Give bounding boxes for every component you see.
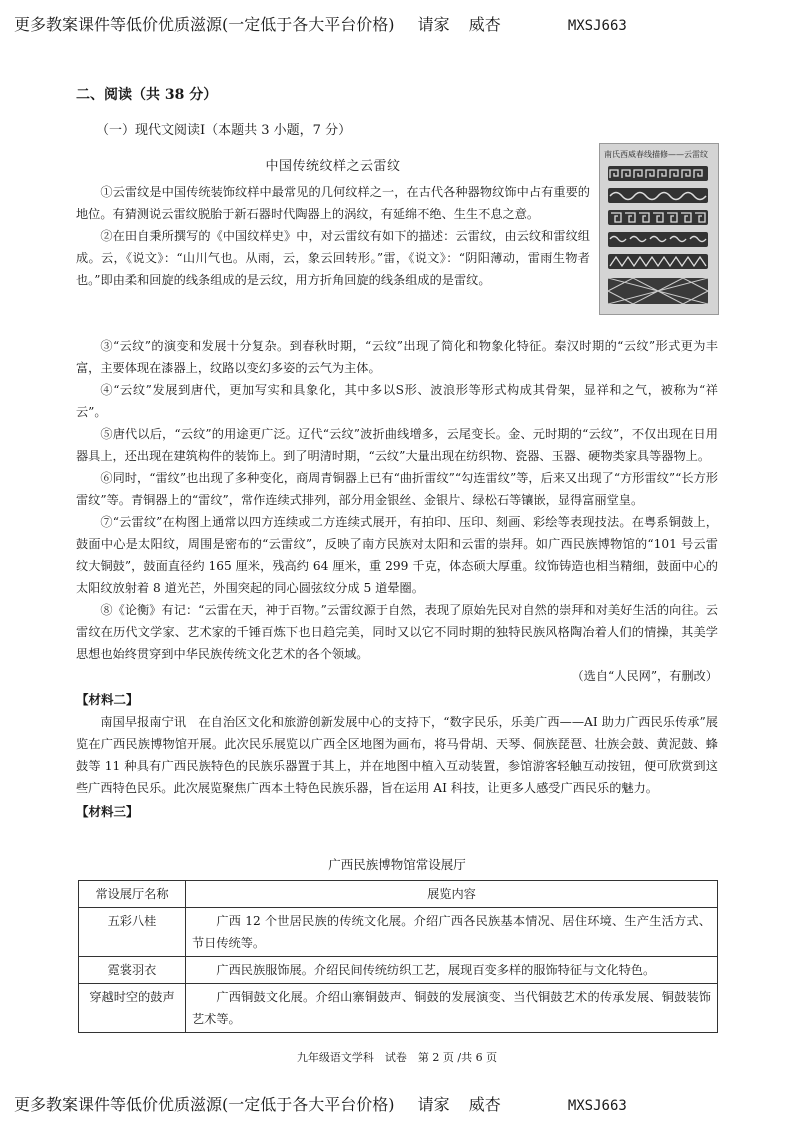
table-title: 广西民族博物馆常设展厅 <box>328 857 466 872</box>
exhibition-table <box>78 880 718 1033</box>
article-paragraph-3: ③“云纹”的演变和发展十分复杂。到春秋时期，“云纹”出现了简化和物象化特征。秦汉时期的“云纹”形式更为丰富，主要体现在漆器上，纹路以变幻多姿的云气为主体。 <box>76 339 718 375</box>
table-header-name: 常设展厅名称 <box>79 881 186 908</box>
section-subtitle: （一）现代文阅读Ⅰ（本题共 3 小题，7 分） <box>96 123 352 138</box>
pattern-band-1 <box>608 166 708 181</box>
article-paragraph-5: ⑤唐代以后，“云纹”的用途更广泛。辽代“云纹”波折曲线增多，云尾变长。金、元时期的“云纹”，不仅出现在日用器具上，还出现在建筑构件的装饰上。到了明清时期，“云纹”大量出现在纺织物、瓷器、玉器、硬物类家具等器物上。 <box>76 427 718 463</box>
section-title: 二、阅读（共 38 分） <box>76 87 218 103</box>
pattern-band-3 <box>608 210 708 225</box>
cloud-thunder-pattern-image <box>599 143 719 315</box>
article-paragraph-6: ⑥同时，“雷纹”也出现了多种变化，商周青铜器上已有“曲折雷纹”“勾连雷纹”等，后来又出现了“方形雷纹”“长方形雷纹”等。青铜器上的“雷纹”，常作连续式排列，部分用金银丝、金银片、绿松石等镶嵌，显得富丽堂皇。 <box>76 471 718 507</box>
table-header-row <box>79 881 718 908</box>
article-source: （选自“人民网”，有删改） <box>571 669 718 683</box>
hall-name: 五彩八桂 <box>79 908 186 957</box>
article-title: 中国传统纹样之云雷纹 <box>265 159 401 174</box>
promo-text: 更多教案课件等低价优质滋源(一定低于各大平台价格) <box>14 15 395 34</box>
article-paragraph-2: ②在田自秉所撰写的《中国纹样史》中，对云雷纹有如下的描述：云雷纹，由云纹和雷纹组成。云，《说文》：“山川气也。从雨，云，象云回转形。”雷，《说文》：“阴阳薄动，雷雨生物者也。”即由柔和回旋的线条组成的是云纹，用方折角回旋的线条组成的是雷纹。 <box>76 229 590 287</box>
material-two-text: 南国早报南宁讯 在自治区文化和旅游创新发展中心的支持下，“数字民乐，乐美广西——AI 助力广西民乐传承”展览在广西民族博物馆开展。此次民乐展览以广西全区地图为画布，将马骨胡、天琴、侗族琵琶、壮族会鼓、黄泥鼓、蜂鼓等 11 种具有广西民族特色的民族乐器置于其上，并在地图中植入互动装置，参馆游客轻触互动按钮，便可欣赏到这些广西特色民乐。此次展览聚焦广西本土特色民族乐器，旨在运用 AI 科技，让更多人感受广西民乐的魅力。 <box>76 715 718 795</box>
article-bottom <box>76 335 718 823</box>
hall-name: 穿越时空的鼓声 <box>79 984 186 1033</box>
pattern-band-5 <box>608 254 708 269</box>
article-paragraph-8: ⑧《论衡》有记：“云雷在天，神于百物。”云雷纹源于自然，表现了原始先民对自然的崇拜和对美好生活的向往。云雷纹在历代文学家、艺术家的千锤百炼下也日趋完美，同时又以它不同时期的独特民族风格陶冶着人们的情操，其美学思想也始终贯穿到中华民族传统文化艺术的各个领域。 <box>76 603 718 661</box>
promo-contact-name: 威杏 <box>468 1095 501 1114</box>
material-three-label: 【材料三】 <box>76 804 139 819</box>
article-paragraph-7: ⑦“云雷纹”在构图上通常以四方连续或二方连续式展开，有拍印、压印、刻画、彩绘等表现技法。在粤系铜鼓上，鼓面中心是太阳纹，周围是密布的“云雷纹”，反映了南方民族对太阳和云雷的崇拜。如广西民族博物馆的“101 号云雷纹大铜鼓”，鼓面直径约 165 厘米，残高约 64 厘米，重 299 千克，体态硕大厚重。纹饰铸造也相当精细，鼓面中心的太阳纹放射着 8 道光芒，外围突起的同心圆弦纹分成 5 道晕圈。 <box>76 515 718 595</box>
table-row <box>79 908 718 957</box>
table-row <box>79 984 718 1033</box>
hall-name: 霓裳羽衣 <box>79 957 186 984</box>
pattern-band-4 <box>608 232 708 247</box>
material-two-label: 【材料二】 <box>76 692 139 707</box>
promo-code: MXSJ663 <box>567 1098 627 1114</box>
promo-banner-bottom <box>14 1092 627 1115</box>
table-row <box>79 957 718 984</box>
promo-code: MXSJ663 <box>567 18 627 34</box>
pattern-band-6 <box>608 278 708 304</box>
promo-banner-top <box>14 12 627 35</box>
article-paragraph-1: ①云雷纹是中国传统装饰纹样中最常见的几何纹样之一，在古代各种器物纹饰中占有重要的地位。有猜测说云雷纹脱胎于新石器时代陶器上的涡纹，有延绵不绝、生生不息之意。 <box>76 185 590 221</box>
page-footer: 九年级语文学科 试卷 第 2 页 /共 6 页 <box>296 1051 498 1064</box>
hall-content: 广西民族服饰展。介绍民间传统纺织工艺，展现百变多样的服饰特征与文化特色。 <box>186 957 718 984</box>
image-caption: 南氏西威春线描修——云雷纹 <box>604 150 708 159</box>
promo-contact-label: 请家 <box>417 15 450 34</box>
article-paragraph-4: ④“云纹”发展到唐代，更加写实和具象化，其中多以S形、波浪形等形式构成其骨架，显祥和之气，被称为“祥云”。 <box>76 383 718 419</box>
promo-contact-label: 请家 <box>417 1095 450 1114</box>
hall-content: 广西铜鼓文化展。介绍山寨铜鼓声、铜鼓的发展演变、当代铜鼓艺术的传承发展、铜鼓装饰艺术等。 <box>186 984 718 1033</box>
hall-content: 广西 12 个世居民族的传统文化展。介绍广西各民族基本情况、居住环境、生产生活方式、节日传统等。 <box>186 908 718 957</box>
table-header-content: 展览内容 <box>186 881 718 908</box>
promo-contact-name: 威杏 <box>468 15 501 34</box>
promo-text: 更多教案课件等低价优质滋源(一定低于各大平台价格) <box>14 1095 395 1114</box>
pattern-band-2 <box>608 188 708 203</box>
article-top <box>76 156 590 291</box>
